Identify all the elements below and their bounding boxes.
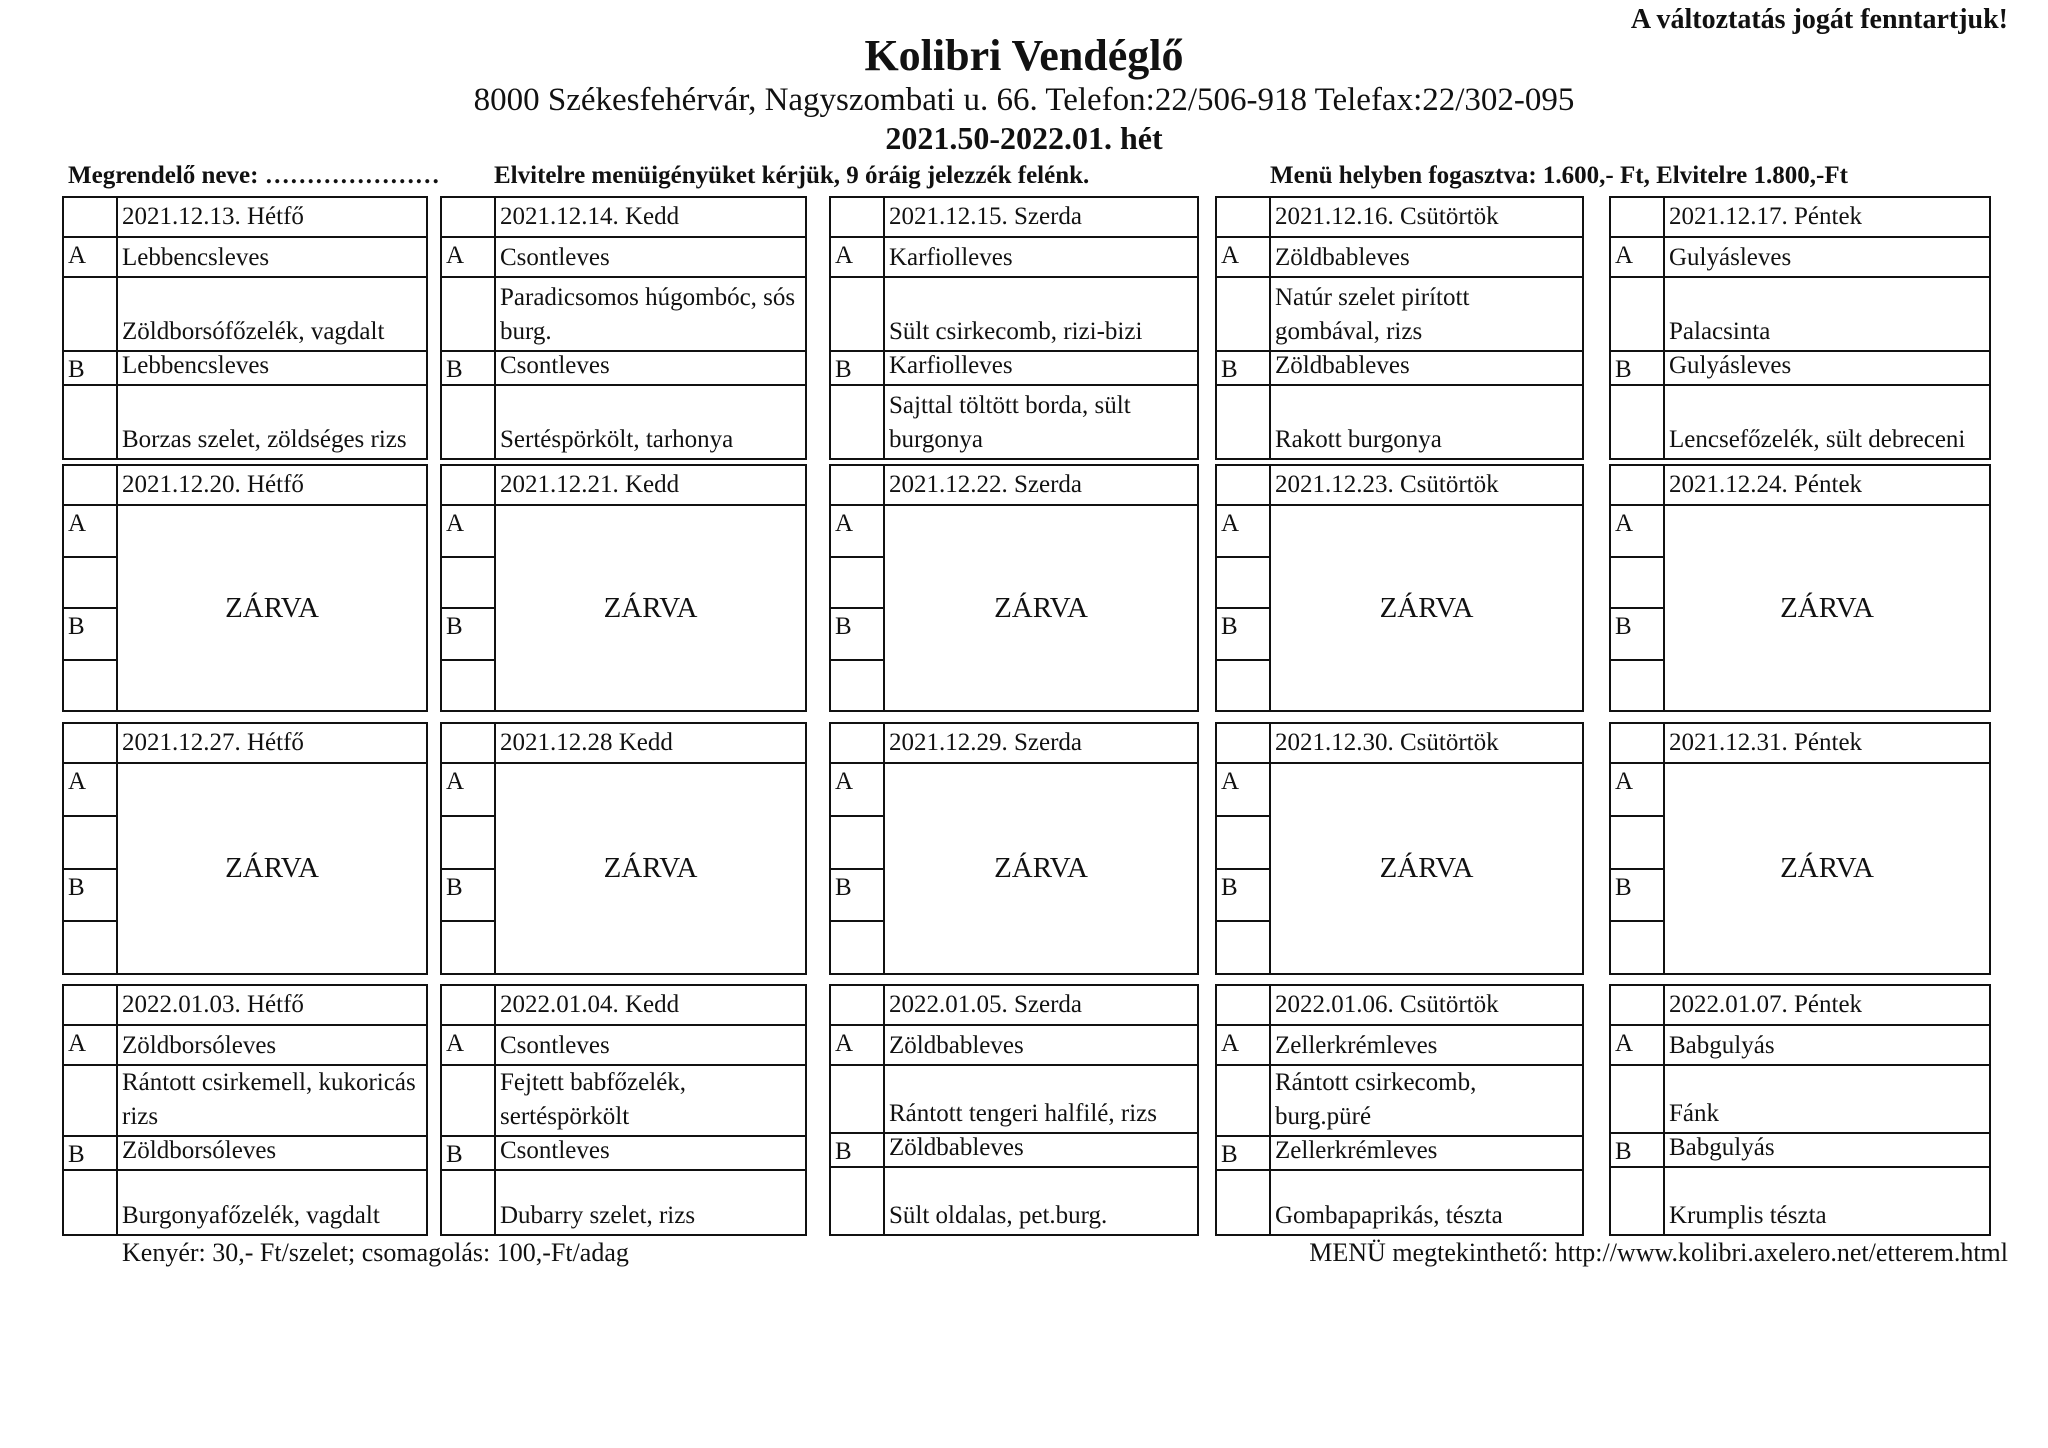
soup-b-row [1217, 350, 1582, 384]
day-header-row [1217, 986, 1582, 1024]
option-b-label: B [64, 607, 116, 659]
soup-b: Lebbencsleves [122, 352, 270, 379]
day-card [1609, 464, 1991, 712]
main-dish-b: Rakott burgonya [1275, 426, 1442, 453]
closed-body [64, 504, 426, 710]
label-cell [442, 556, 494, 608]
main-a-row [831, 276, 1197, 350]
day-card [440, 464, 807, 712]
main-dish-b: Gombapaprikás, tészta [1275, 1202, 1503, 1229]
soup-a: Gulyásleves [1669, 244, 1792, 271]
label-cell [442, 920, 494, 973]
option-b-label: B [1611, 1134, 1665, 1166]
option-a-label: A [442, 1026, 496, 1064]
main-dish-b: Krumplis tészta [1669, 1202, 1827, 1229]
day-card [1215, 464, 1584, 712]
soup-a: Karfiolleves [889, 244, 1013, 271]
day-header-row [1611, 986, 1989, 1024]
main-dish-b: Sült oldalas, pet.burg. [889, 1202, 1108, 1229]
closed-notice: ZÁRVA [1379, 852, 1474, 884]
option-b-label: B [442, 1137, 496, 1169]
option-labels [831, 506, 885, 710]
label-cell [1217, 986, 1271, 1024]
main-b-row [831, 1166, 1197, 1234]
option-a-label: A [831, 1026, 885, 1064]
label-cell [1217, 556, 1269, 608]
label-cell [1217, 659, 1269, 711]
option-b-label: B [442, 868, 494, 921]
label-cell [64, 466, 118, 504]
closed-body [442, 504, 805, 710]
label-cell [1217, 198, 1271, 236]
main-a-row [64, 276, 426, 350]
closed-body [1217, 504, 1582, 710]
option-a-label: A [68, 768, 87, 795]
day-card [829, 196, 1199, 460]
day-header-row [1611, 724, 1989, 762]
closed-notice: ZÁRVA [1379, 591, 1474, 624]
day-date: 2022.01.05. Szerda [889, 990, 1083, 1018]
closed-notice: ZÁRVA [603, 591, 698, 624]
label-cell [1217, 724, 1271, 762]
day-header-row [831, 466, 1197, 504]
option-b-label: B [831, 1134, 885, 1166]
option-labels [64, 506, 118, 710]
label-cell [1611, 1066, 1665, 1132]
soup-b: Zöldbableves [889, 1134, 1024, 1161]
soup-a-row [1611, 1024, 1989, 1064]
soup-b-row [831, 350, 1197, 384]
label-cell [1611, 198, 1665, 236]
option-a-label: A [835, 510, 854, 537]
option-b-label: B [64, 1137, 118, 1169]
day-card [1215, 722, 1584, 975]
day-card [440, 984, 807, 1236]
label-cell [442, 659, 494, 711]
day-header-row [442, 466, 805, 504]
label-cell [831, 1066, 885, 1132]
label-cell [64, 386, 118, 458]
day-card [62, 464, 428, 712]
option-b-label: B [831, 868, 883, 921]
main-b-row [64, 384, 426, 458]
option-a-label: A [1221, 768, 1240, 795]
day-date: 2021.12.27. Hétfő [122, 728, 304, 756]
soup-b-row [64, 1135, 426, 1169]
day-date: 2021.12.14. Kedd [500, 202, 680, 230]
day-header-row [831, 986, 1197, 1024]
day-date: 2021.12.17. Péntek [1669, 202, 1863, 230]
main-dish-a: Sült csirkecomb, rizi-bizi [889, 318, 1143, 345]
week-range: 2021.50-2022.01. hét [885, 120, 1163, 156]
main-dish-b: Burgonyafőzelék, vagdalt [122, 1202, 380, 1229]
option-a-label: A [1217, 238, 1271, 276]
label-cell [831, 198, 885, 236]
option-b-label: B [442, 352, 496, 384]
option-b-label: B [1611, 352, 1665, 384]
closed-notice: ZÁRVA [225, 591, 319, 624]
label-cell [1217, 386, 1271, 458]
restaurant-address: 8000 Székesfehérvár, Nagyszombati u. 66. Telefon:22/506-918 Telefax:22/302-095 [473, 82, 1575, 118]
label-cell [831, 724, 885, 762]
day-date: 2021.12.22. Szerda [889, 470, 1083, 498]
day-date: 2022.01.04. Kedd [500, 990, 680, 1018]
soup-b: Karfiolleves [889, 352, 1013, 379]
main-b-row [442, 1169, 805, 1234]
bread-note: Kenyér: 30,- Ft/szelet; csomagolás: 100,-Ft/adag [122, 1238, 629, 1267]
main-dish-b: Borzas szelet, zöldséges rizs [122, 426, 407, 453]
day-date: 2021.12.29. Szerda [889, 728, 1083, 756]
day-header-row [442, 724, 805, 762]
option-labels [1611, 764, 1665, 973]
day-date: 2022.01.06. Csütörtök [1275, 990, 1499, 1018]
day-header-row [1217, 724, 1582, 762]
option-b-label: B [1217, 868, 1269, 921]
day-card [440, 722, 807, 975]
day-header-row [64, 724, 426, 762]
day-header-row [1217, 198, 1582, 236]
day-card [1609, 196, 1991, 460]
label-cell [442, 198, 496, 236]
day-date: 2021.12.31. Péntek [1669, 728, 1863, 756]
closed-body [831, 504, 1197, 710]
day-header-row [64, 198, 426, 236]
option-b-label: B [1217, 1137, 1271, 1169]
option-b-label: B [831, 352, 885, 384]
label-cell [1217, 1171, 1271, 1234]
closed-body [1217, 762, 1582, 973]
closed-notice: ZÁRVA [994, 591, 1088, 624]
label-cell [1611, 920, 1663, 973]
option-labels [831, 764, 885, 973]
soup-a: Csontleves [500, 244, 610, 271]
day-date: 2022.01.07. Péntek [1669, 990, 1863, 1018]
closed-body [1611, 504, 1989, 710]
option-b-label: B [1611, 868, 1663, 921]
option-a-label: A [831, 238, 885, 276]
label-cell [64, 986, 118, 1024]
main-b-row [1611, 384, 1989, 458]
label-cell [64, 724, 118, 762]
day-card [829, 984, 1199, 1236]
main-dish-a: Zöldborsófőzelék, vagdalt [122, 318, 385, 345]
day-date: 2021.12.30. Csütörtök [1275, 728, 1499, 756]
main-b-row [64, 1169, 426, 1234]
day-card [829, 464, 1199, 712]
soup-a: Lebbencsleves [122, 244, 270, 271]
day-header-row [831, 198, 1197, 236]
soup-a-row [442, 1024, 805, 1064]
main-a-row [1217, 276, 1582, 350]
day-card [1609, 722, 1991, 975]
day-date: 2021.12.13. Hétfő [122, 202, 304, 230]
label-cell [1611, 556, 1663, 608]
label-cell [1611, 815, 1663, 868]
soup-a-row [64, 1024, 426, 1064]
option-b-label: B [1611, 607, 1663, 659]
option-a-label: A [446, 510, 465, 537]
option-labels [1217, 764, 1271, 973]
soup-a: Zöldbableves [889, 1032, 1024, 1059]
label-cell [1611, 278, 1665, 350]
main-dish-a: Rántott tengeri halfilé, rizs [889, 1100, 1157, 1127]
label-cell [64, 659, 116, 711]
day-card [62, 722, 428, 975]
label-cell [442, 1066, 496, 1135]
label-cell [64, 556, 116, 608]
option-a-label: A [835, 768, 854, 795]
main-a-row [1217, 1064, 1582, 1135]
day-header-row [442, 198, 805, 236]
label-cell [1217, 920, 1269, 973]
day-date: 2021.12.21. Kedd [500, 470, 680, 498]
price-note: Menü helyben fogasztva: 1.600,- Ft, Elvitelre 1.800,-Ft [1270, 162, 1848, 189]
label-cell [1611, 1168, 1665, 1234]
soup-b: Csontleves [500, 1137, 610, 1164]
soup-b-row [442, 350, 805, 384]
option-a-label: A [1615, 768, 1634, 795]
label-cell [1611, 724, 1665, 762]
label-cell [442, 466, 496, 504]
soup-a-row [64, 236, 426, 276]
day-header-row [442, 986, 805, 1024]
closed-notice: ZÁRVA [1780, 591, 1874, 624]
label-cell [442, 278, 496, 350]
main-b-row [1217, 1169, 1582, 1234]
soup-b: Gulyásleves [1669, 352, 1792, 379]
label-cell [831, 659, 883, 711]
soup-a-row [831, 236, 1197, 276]
label-cell [831, 278, 885, 350]
day-header-row [1611, 466, 1989, 504]
main-dish-a: Fánk [1669, 1100, 1719, 1127]
label-cell [64, 278, 118, 350]
soup-a: Zöldbableves [1275, 244, 1410, 271]
main-a-row [1611, 1064, 1989, 1132]
day-header-row [831, 724, 1197, 762]
option-b-label: B [64, 352, 118, 384]
option-a-label: A [1611, 1026, 1665, 1064]
option-labels [1217, 506, 1271, 710]
day-card [829, 722, 1199, 975]
main-b-row [442, 384, 805, 458]
option-labels [1611, 506, 1665, 710]
label-cell [442, 815, 494, 868]
main-a-row [831, 1064, 1197, 1132]
option-a-label: A [68, 510, 87, 537]
label-cell [1611, 659, 1663, 711]
takeaway-note: Elvitelre menüigényüket kérjük, 9 óráig jelezzék felénk. [494, 162, 1090, 189]
day-card [1215, 196, 1584, 460]
soup-b: Csontleves [500, 352, 610, 379]
day-header-row [1611, 198, 1989, 236]
soup-a: Babgulyás [1669, 1032, 1775, 1059]
day-date: 2021.12.23. Csütörtök [1275, 470, 1499, 498]
label-cell [1217, 466, 1271, 504]
day-header-row [64, 466, 426, 504]
closed-body [831, 762, 1197, 973]
day-date: 2021.12.20. Hétfő [122, 470, 304, 498]
label-cell [831, 986, 885, 1024]
day-card [1215, 984, 1584, 1236]
main-dish-a: Natúr szelet pirított gombával, rizs [1275, 284, 1470, 345]
label-cell [442, 386, 496, 458]
closed-notice: ZÁRVA [603, 852, 698, 884]
main-dish-b: Sertéspörkölt, tarhonya [500, 426, 734, 453]
label-cell [64, 1066, 118, 1135]
option-a-label: A [64, 238, 118, 276]
label-cell [831, 386, 885, 458]
main-dish-a: Paradicsomos húgombóc, sós burg. [500, 284, 796, 345]
soup-b-row [831, 1132, 1197, 1166]
soup-a: Zellerkrémleves [1275, 1032, 1438, 1059]
restaurant-title: Kolibri Vendéglő [864, 31, 1184, 80]
soup-b: Babgulyás [1669, 1134, 1775, 1161]
day-date: 2021.12.24. Péntek [1669, 470, 1863, 498]
label-cell [1217, 1066, 1271, 1135]
main-b-row [1217, 384, 1582, 458]
soup-a: Csontleves [500, 1032, 610, 1059]
label-cell [1611, 386, 1665, 458]
soup-b-row [1217, 1135, 1582, 1169]
label-cell [831, 815, 883, 868]
label-cell [831, 556, 883, 608]
label-cell [64, 198, 118, 236]
option-a-label: A [1217, 1026, 1271, 1064]
day-card [440, 196, 807, 460]
label-cell [442, 724, 496, 762]
label-cell [1611, 986, 1665, 1024]
soup-a-row [1217, 1024, 1582, 1064]
option-b-label: B [64, 868, 116, 921]
day-date: 2022.01.03. Hétfő [122, 990, 304, 1018]
closed-body [1611, 762, 1989, 973]
option-a-label: A [442, 238, 496, 276]
label-cell [64, 920, 116, 973]
day-date: 2021.12.16. Csütörtök [1275, 202, 1499, 230]
closed-notice: ZÁRVA [1780, 852, 1874, 884]
closed-notice: ZÁRVA [225, 852, 319, 884]
option-b-label: B [1217, 352, 1271, 384]
label-cell [831, 466, 885, 504]
soup-b: Zellerkrémleves [1275, 1137, 1438, 1164]
label-cell [1611, 466, 1665, 504]
main-dish-a: Rántott csirkemell, kukoricás rizs [122, 1069, 416, 1130]
day-card [62, 984, 428, 1236]
option-a-label: A [1611, 238, 1665, 276]
main-a-row [1611, 276, 1989, 350]
label-cell [831, 920, 883, 973]
main-a-row [442, 276, 805, 350]
day-card [1609, 984, 1991, 1236]
soup-a-row [1611, 236, 1989, 276]
main-dish-a: Fejtett babfőzelék, sertéspörkölt [500, 1069, 687, 1130]
option-b-label: B [442, 607, 494, 659]
option-a-label: A [64, 1026, 118, 1064]
option-labels [64, 764, 118, 973]
soup-b-row [1611, 1132, 1989, 1166]
main-a-row [442, 1064, 805, 1135]
soup-b-row [442, 1135, 805, 1169]
closed-notice: ZÁRVA [994, 852, 1088, 884]
main-dish-b: Lencsefőzelék, sült debreceni [1669, 426, 1966, 453]
day-date: 2021.12.28 Kedd [500, 728, 673, 756]
main-a-row [64, 1064, 426, 1135]
label-cell [442, 1171, 496, 1234]
main-b-row [831, 384, 1197, 458]
soup-a: Zöldborsóleves [122, 1032, 277, 1059]
main-dish-b: Sajttal töltött borda, sült burgonya [889, 392, 1131, 453]
day-card [62, 196, 428, 460]
soup-a-row [1217, 236, 1582, 276]
menu-url-note: MENÜ megtekinthető: http://www.kolibri.axelero.net/etterem.html [1309, 1238, 2008, 1267]
soup-a-row [831, 1024, 1197, 1064]
label-cell [1217, 278, 1271, 350]
day-date: 2021.12.15. Szerda [889, 202, 1083, 230]
option-a-label: A [1615, 510, 1634, 537]
label-cell [64, 1171, 118, 1234]
soup-b: Zöldbableves [1275, 352, 1410, 379]
label-cell [831, 1168, 885, 1234]
label-cell [64, 815, 116, 868]
closed-body [64, 762, 426, 973]
customer-name-label: Megrendelő neve: ………………… [68, 162, 440, 189]
option-labels [442, 506, 496, 710]
main-b-row [1611, 1166, 1989, 1234]
option-a-label: A [1221, 510, 1240, 537]
label-cell [1217, 815, 1269, 868]
option-b-label: B [1217, 607, 1269, 659]
closed-body [442, 762, 805, 973]
soup-a-row [442, 236, 805, 276]
option-b-label: B [831, 607, 883, 659]
soup-b-row [1611, 350, 1989, 384]
change-notice: A változtatás jogát fenntartjuk! [1630, 4, 2008, 35]
option-a-label: A [446, 768, 465, 795]
main-dish-a: Rántott csirkecomb, burg.püré [1275, 1069, 1477, 1130]
day-header-row [64, 986, 426, 1024]
option-labels [442, 764, 496, 973]
soup-b: Zöldborsóleves [122, 1137, 277, 1164]
soup-b-row [64, 350, 426, 384]
main-dish-a: Palacsinta [1669, 318, 1771, 345]
label-cell [442, 986, 496, 1024]
main-dish-b: Dubarry szelet, rizs [500, 1202, 696, 1229]
day-header-row [1217, 466, 1582, 504]
